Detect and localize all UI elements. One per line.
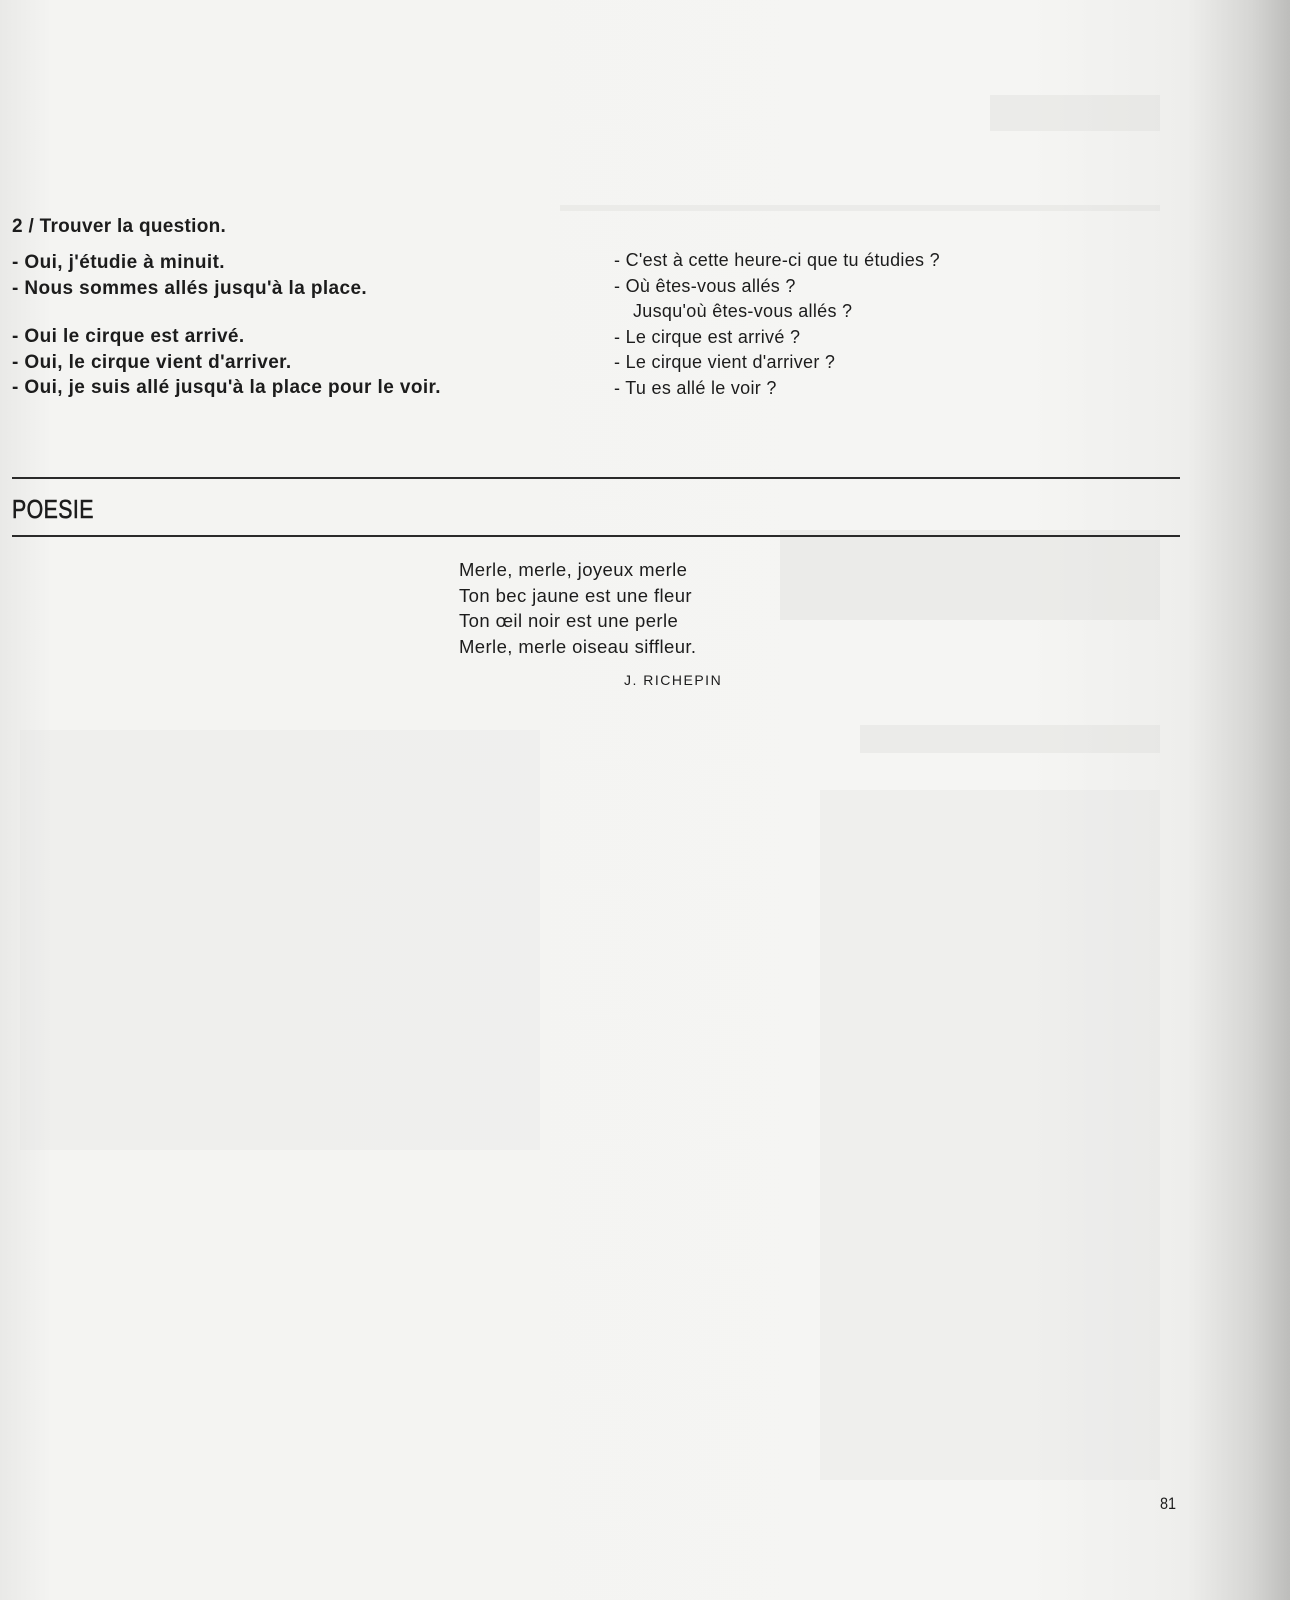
answer-line: - Oui, le cirque vient d'arriver. <box>12 351 292 373</box>
question-line: - Le cirque est arrivé ? <box>614 326 801 347</box>
answer-line: - Oui, je suis allé jusqu'à la place pour le voir. <box>12 377 441 398</box>
poem <box>459 557 696 659</box>
answer-line: - Oui, j'étudie à minuit. <box>12 252 225 273</box>
bleed-through-shape <box>20 730 540 1150</box>
bleed-through-shape <box>780 530 1160 620</box>
section-title-poesie: POESIE <box>12 494 94 524</box>
question-line: - Où êtes-vous allés ? <box>614 275 796 296</box>
section-divider-bottom <box>12 535 1180 537</box>
section-divider-top <box>12 477 1180 479</box>
exercise-title: 2 / Trouver la question. <box>12 216 227 237</box>
answer-line: - Oui le cirque est arrivé. <box>12 326 245 347</box>
bleed-through-shape <box>990 95 1160 131</box>
poem-line: Merle, merle, joyeux merle <box>459 559 688 580</box>
bleed-through-shape <box>820 790 1160 1480</box>
poem-line: Ton œil noir est une perle <box>459 610 679 631</box>
question-line: - Tu es allé le voir ? <box>614 377 777 398</box>
bleed-through-shape <box>560 205 1160 211</box>
answer-line: - Nous sommes allés jusqu'à la place. <box>12 277 368 299</box>
poem-line: Merle, merle oiseau siffleur. <box>459 635 697 657</box>
bleed-through-shape <box>860 725 1160 753</box>
answers-column <box>12 250 602 401</box>
page-number: 81 <box>1160 1494 1177 1513</box>
questions-column <box>614 248 1174 401</box>
poem-author: J. RICHEPIN <box>624 672 723 688</box>
spacer <box>12 301 602 324</box>
question-line: Jusqu'où êtes-vous allés ? <box>633 301 853 321</box>
question-line: - C'est à cette heure-ci que tu étudies ? <box>614 250 940 270</box>
poem-line: Ton bec jaune est une fleur <box>459 584 692 606</box>
question-line: - Le cirque vient d'arriver ? <box>614 352 836 372</box>
